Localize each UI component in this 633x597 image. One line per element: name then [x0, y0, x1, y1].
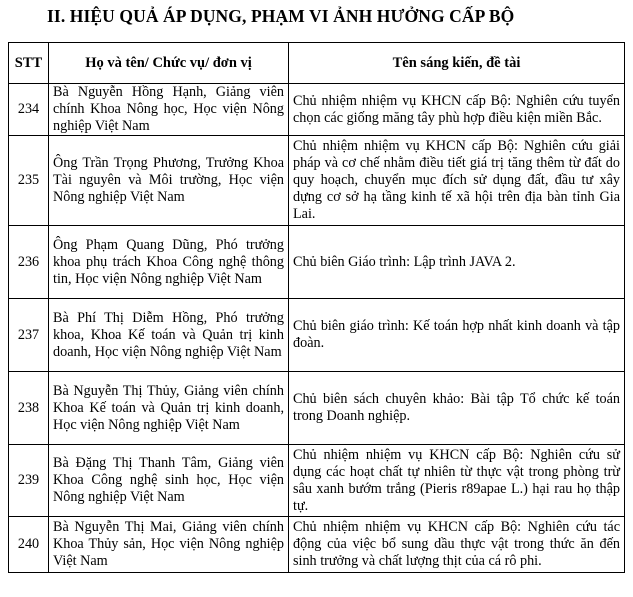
table-row [9, 136, 625, 226]
row-topic: Chủ nhiệm nhiệm vụ KHCN cấp Bộ: Nghiên cứu sử dụng các hoạt chất tự nhiên từ thực vật trong phòng trừ sâu xanh bướm trắng (Pieris r89apae L.) hại rau họ thập tự. [289, 445, 625, 517]
header-stt: STT [9, 43, 49, 84]
table-header-row [9, 43, 625, 84]
row-stt: 237 [9, 299, 49, 372]
row-stt: 239 [9, 445, 49, 517]
table-row [9, 517, 625, 573]
section-heading: II. HIỆU QUẢ ÁP DỤNG, PHẠM VI ẢNH HƯỞNG CẤP BỘ [47, 6, 515, 26]
row-topic: Chủ biên giáo trình: Kế toán hợp nhất kinh doanh và tập đoàn. [289, 299, 625, 372]
table-row [9, 84, 625, 136]
table-row [9, 299, 625, 372]
row-topic: Chủ nhiệm nhiệm vụ KHCN cấp Bộ: Nghiên cứu giải pháp và cơ chế nhằm điều tiết giá trị tăng thêm từ đất do quy hoạch, chuyển mục đích sử dụng đất, đầu tư xây dựng cơ sở hạ tầng kinh tế xã hội trên địa bàn tỉnh Gia Lai. [289, 136, 625, 226]
row-stt: 240 [9, 517, 49, 573]
row-person: Bà Đặng Thị Thanh Tâm, Giảng viên Khoa Công nghệ sinh học, Học viện Nông nghiệp Việt Nam [49, 445, 289, 517]
row-person: Bà Nguyễn Thị Mai, Giảng viên chính Khoa Thủy sản, Học viện Nông nghiệp Việt Nam [49, 517, 289, 573]
table-row [9, 445, 625, 517]
row-person: Bà Nguyễn Thị Thủy, Giảng viên chính Khoa Kế toán và Quản trị kinh doanh, Học viện Nông nghiệp Việt Nam [49, 372, 289, 445]
row-topic: Chủ biên sách chuyên khảo: Bài tập Tổ chức kế toán trong Doanh nghiệp. [289, 372, 625, 445]
row-topic: Chủ biên Giáo trình: Lập trình JAVA 2. [289, 226, 625, 299]
row-person: Ông Trần Trọng Phương, Trưởng Khoa Tài nguyên và Môi trường, Học viện Nông nghiệp Việt Nam [49, 136, 289, 226]
header-topic: Tên sáng kiến, đề tài [289, 43, 625, 84]
awards-table [8, 42, 625, 573]
row-stt: 234 [9, 84, 49, 136]
table-row [9, 372, 625, 445]
row-stt: 235 [9, 136, 49, 226]
row-person: Bà Nguyễn Hồng Hạnh, Giảng viên chính Khoa Nông học, Học viện Nông nghiệp Việt Nam [49, 84, 289, 136]
row-person: Ông Phạm Quang Dũng, Phó trưởng khoa phụ trách Khoa Công nghệ thông tin, Học viện Nông nghiệp Việt Nam [49, 226, 289, 299]
row-topic: Chủ nhiệm nhiệm vụ KHCN cấp Bộ: Nghiên cứu tuyển chọn các giống măng tây phù hợp điều kiện miền Bắc. [289, 84, 625, 136]
row-stt: 238 [9, 372, 49, 445]
row-topic: Chủ nhiệm nhiệm vụ KHCN cấp Bộ: Nghiên cứu tác động của việc bổ sung dầu thực vật trong thức ăn đến sinh trưởng và chất lượng thịt của cá rô phi. [289, 517, 625, 573]
row-stt: 236 [9, 226, 49, 299]
table-row [9, 226, 625, 299]
header-person: Họ và tên/ Chức vụ/ đơn vị [49, 43, 289, 84]
row-person: Bà Phí Thị Diễm Hồng, Phó trưởng khoa, Khoa Kế toán và Quản trị kinh doanh, Học viện Nông nghiệp Việt Nam [49, 299, 289, 372]
